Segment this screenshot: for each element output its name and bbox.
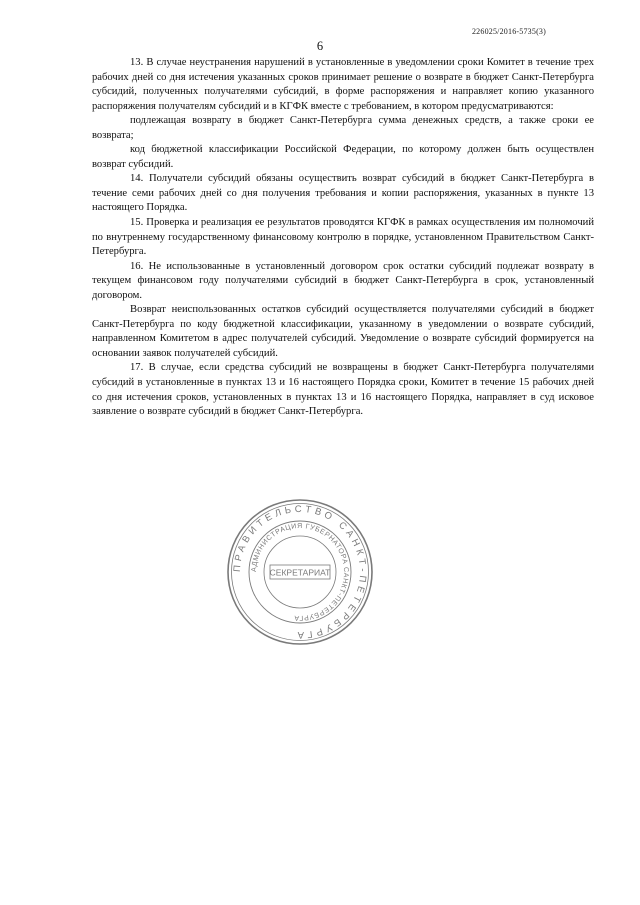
document-id: 226025/2016-5735(3): [471, 27, 546, 36]
seal-graphic: [224, 496, 376, 648]
paragraph-13-item-sum: подлежащая возврату в бюджет Санкт-Петербурга сумма денежных средств, а также сроки ее возврата;: [92, 115, 594, 141]
page-number: 6: [316, 39, 324, 53]
paragraph-17: 17. В случае, если средства субсидий не возвращены в бюджет Санкт-Петербурга получателями субсидий в установленные в пунктах 13 и 16 настоящего Порядка сроки, Комитет в течение 15 рабочих дней со дня истечения сроков, установленных в пунктах 13 и 16 настоящего Порядка, направляет в суд исковое заявление о возврате субсидий в бюджет Санкт-Петербурга.: [92, 362, 594, 418]
paragraph-14: 14. Получатели субсидий обязаны осуществить возврат субсидий в бюджет Санкт-Петербурга в течение семи рабочих дней со дня получения требования и копии распоряжения, указанных в пункте 13 настоящего Порядка.: [92, 173, 594, 214]
paragraph-13: 13. В случае неустранения нарушений в установленные в уведомлении сроки Комитет в течение трех рабочих дней со дня истечения указанных сроков принимает решение о возврате в бюджет Санкт-Петербурга субсидий, полученных получателями субсидий, в форме распоряжения и направляет копию указанного распоряжения получателям субсидий и в КГФК вместе с требованием, в котором предусматриваются:: [92, 57, 594, 112]
paragraph-13-item-code: код бюджетной классификации Российской Федерации, по которому должен быть осуществлен возврат субсидий.: [92, 144, 594, 170]
paragraph-15: 15. Проверка и реализация ее результатов проводятся КГФК в рамках осуществления им полномочий по внутреннему государственному финансовому контролю в порядке, установленном Правительством Санкт-Петербурга.: [92, 217, 594, 258]
paragraph-16-return: Возврат неиспользованных остатков субсидий осуществляется получателями субсидий в бюджет Санкт-Петербурга по коду бюджетной классификации, указанному в уведомлении о возврате субсидий, направленном Комитетом в адрес получателей субсидий. Уведомление о возврате субсидий формируется на основании заявок получателей субсидий.: [92, 304, 594, 359]
document-body: [92, 56, 594, 420]
seal-outer-text: ПРАВИТЕЛЬСТВО САНКТ-ПЕТЕРБУРГА: [231, 503, 369, 641]
seal-inner-text: АДМИНИСТРАЦИЯ ГУБЕРНАТОРА САНКТ-ПЕТЕРБУРГА: [250, 522, 350, 622]
paragraph-16: 16. Не использованные в установленный договором срок остатки субсидий подлежат возврату в текущем финансовом году получателями субсидий в бюджет Санкт-Петербурга в срок, установленный договором.: [92, 260, 594, 301]
seal-center-text: СЕКРЕТАРИАТ: [269, 567, 331, 578]
official-seal: [224, 496, 376, 648]
